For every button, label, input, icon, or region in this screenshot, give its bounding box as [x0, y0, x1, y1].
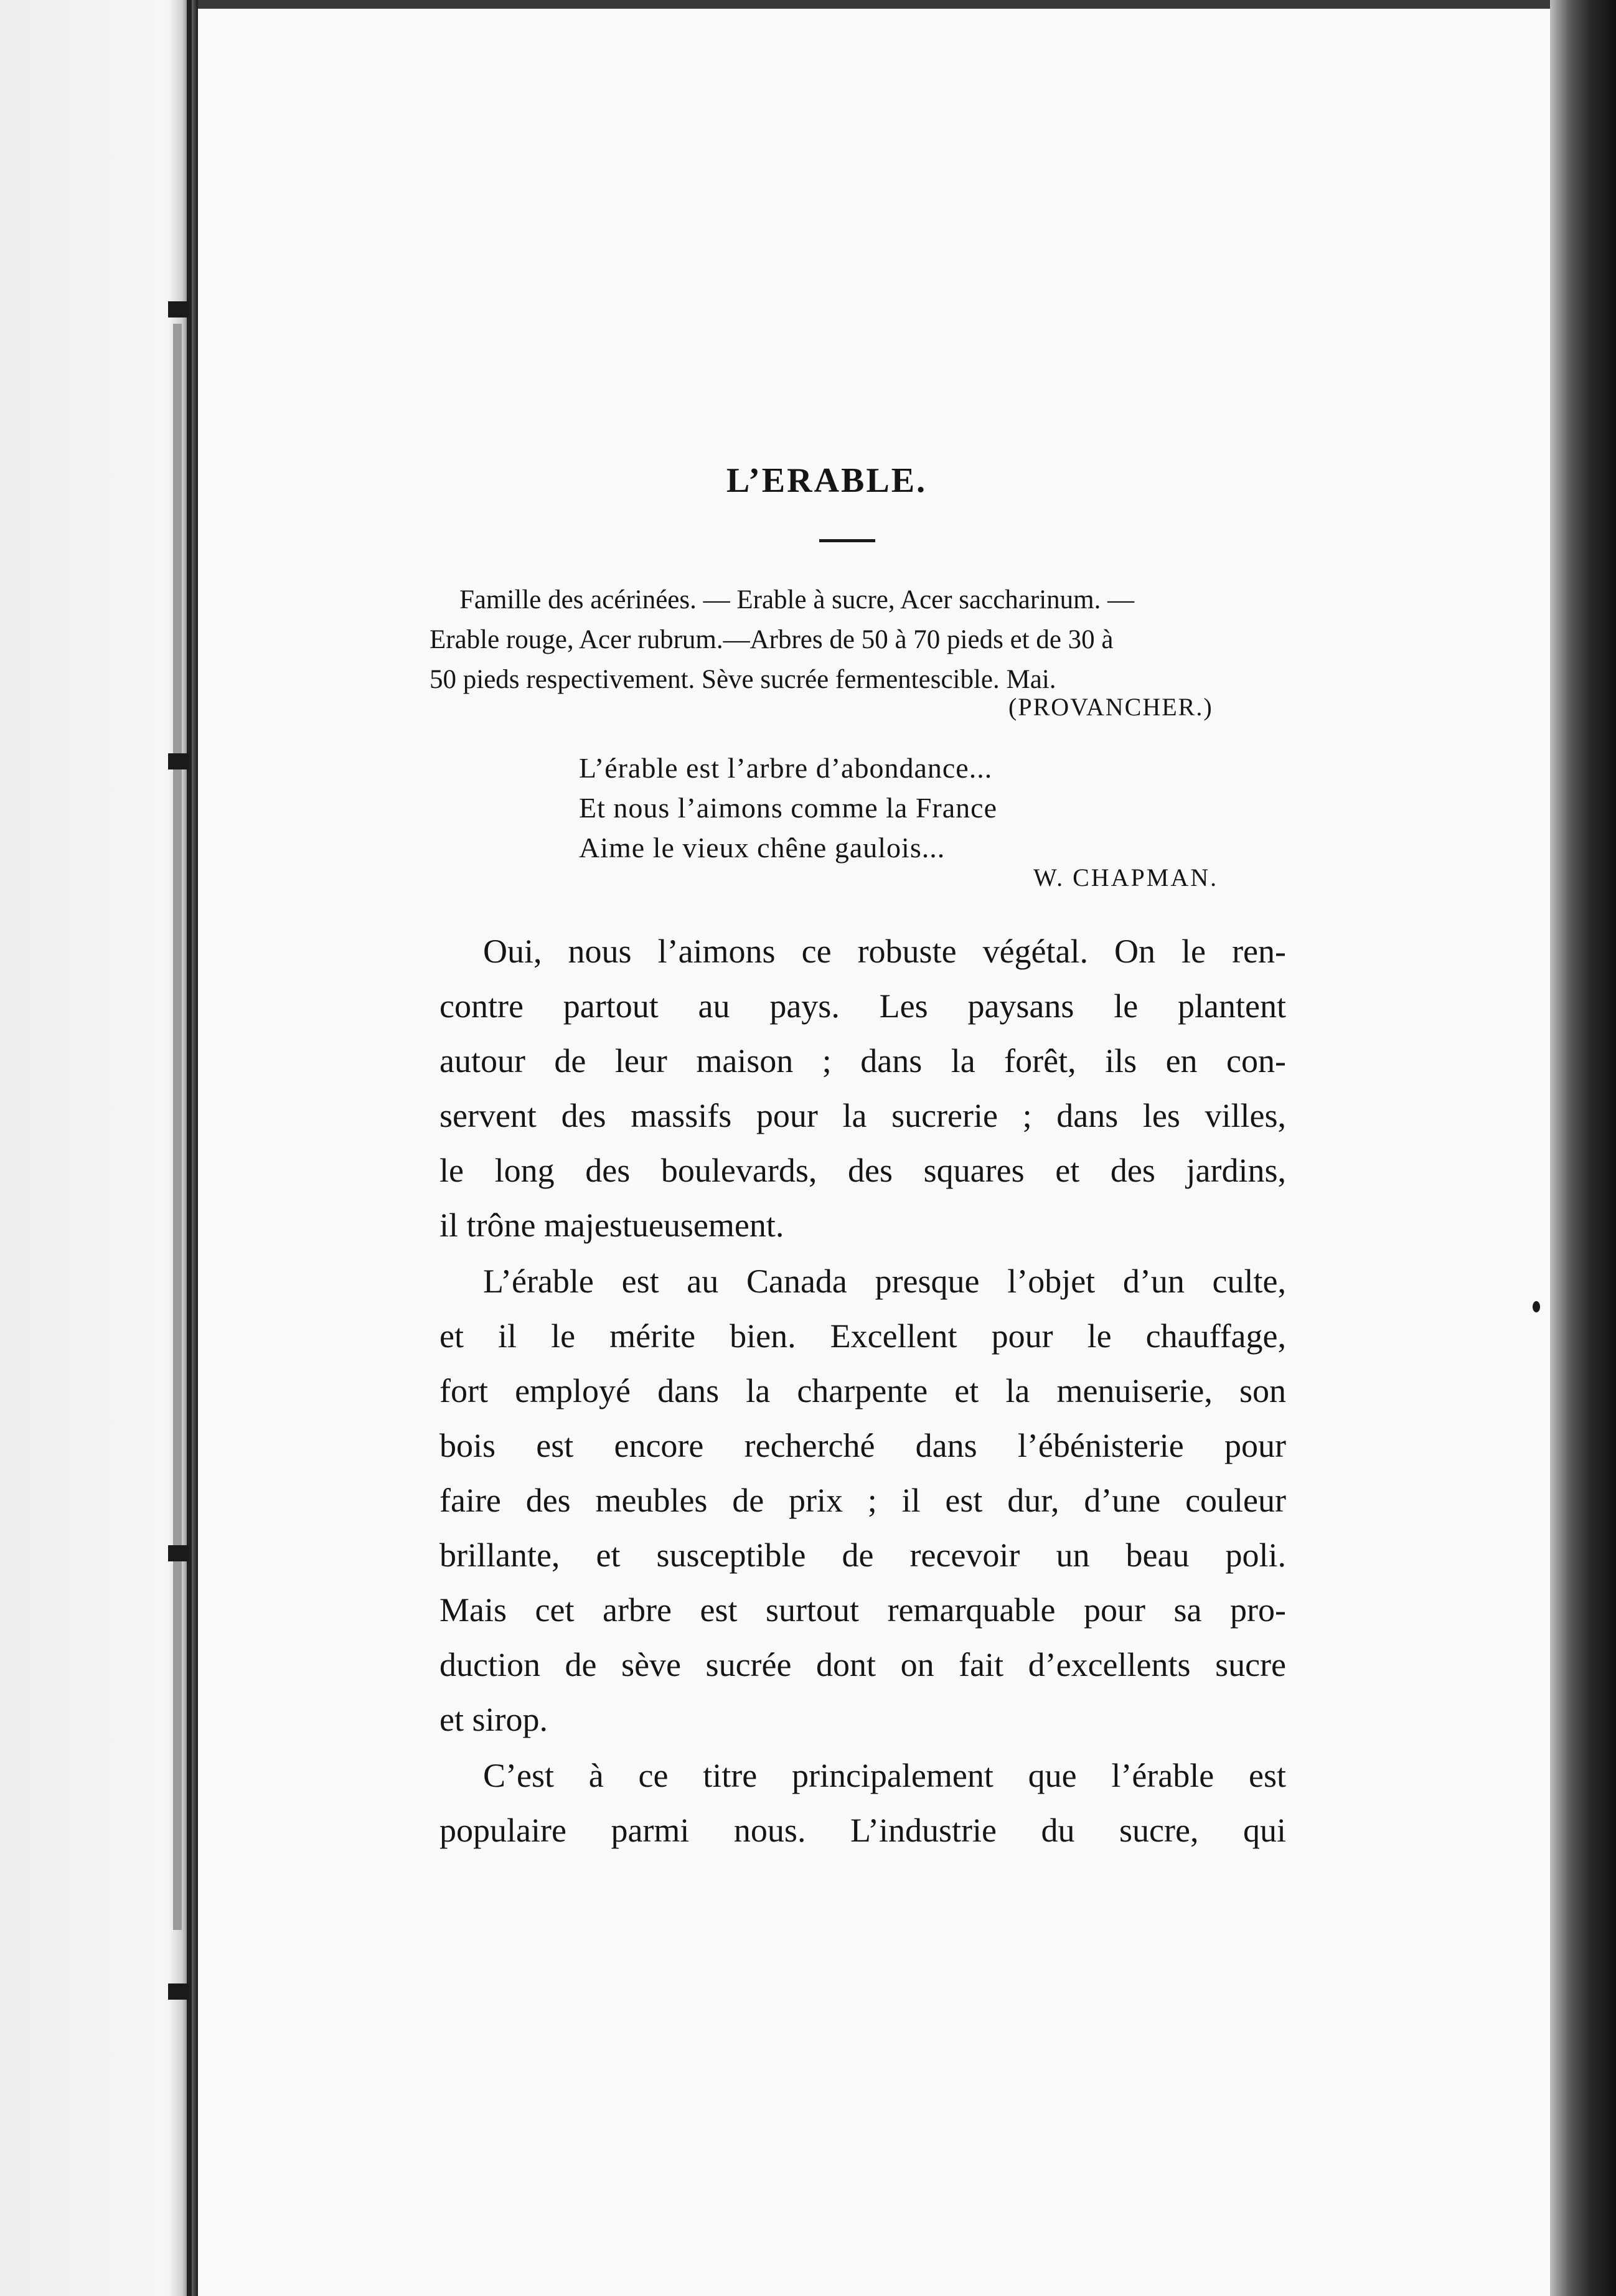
binding-thread-mark [168, 301, 189, 318]
text-line: brillante, et susceptible de recevoir un beau poli. [439, 1536, 1286, 1574]
classification-line: Erable rouge, Acer rubrum.—Arbres de 50 à 70 pieds et de 30 à [430, 625, 1114, 654]
text-line: C’est à ce titre principalement que l’érable est [483, 1757, 1286, 1794]
chapter-title: L’ERABLE. [726, 461, 928, 500]
botanical-classification [430, 580, 1270, 700]
poem-author: W. CHAPMAN. [1033, 863, 1219, 892]
text-line: servent des massifs pour la sucrerie ; dans les villes, [439, 1097, 1286, 1134]
text-line: L’érable est au Canada presque l’objet d’un culte, [483, 1263, 1286, 1300]
page-top-edge [198, 0, 1569, 9]
book-spine-margin [0, 0, 198, 2296]
paragraph [439, 924, 1286, 1253]
binding-thread-mark [168, 1983, 189, 2000]
binding-thread-mark [168, 1545, 189, 1561]
text-line: il trône majestueusement. [439, 1207, 784, 1244]
classification-line: Famille des acérinées. — Erable à sucre, Acer saccharinum. — [459, 585, 1135, 614]
binding-edge [187, 0, 192, 2296]
text-line: duction de sève sucrée dont on fait d’excellents sucre [439, 1646, 1286, 1683]
text-line: fort employé dans la charpente et la menuiserie, son [439, 1372, 1286, 1409]
paragraph [439, 1254, 1286, 1747]
text-line: populaire parmi nous. L’industrie du sucre, qui [439, 1812, 1286, 1849]
text-line: et sirop. [439, 1701, 548, 1738]
poem-line: L’érable est l’arbre d’abondance... [579, 752, 993, 784]
poem-line: Aime le vieux chêne gaulois... [579, 832, 946, 863]
text-line: contre partout au pays. Les paysans le plantent [439, 987, 1286, 1025]
text-line: bois est encore recherché dans l’ébénisterie pour [439, 1427, 1286, 1464]
text-line: faire des meubles de prix ; il est dur, d’une couleur [439, 1482, 1286, 1519]
page-right-edge [1550, 0, 1616, 2296]
text-line: Mais cet arbre est surtout remarquable pour sa pro- [439, 1591, 1286, 1629]
text-line: Oui, nous l’aimons ce robuste végétal. On le ren- [483, 933, 1286, 970]
body-text [439, 924, 1286, 1858]
classification-line: 50 pieds respectivement. Sève sucrée fermentescible. Mai. [430, 665, 1056, 694]
binding-strip [173, 324, 182, 1930]
text-line: autour de leur maison ; dans la forêt, ils en con- [439, 1042, 1286, 1080]
text-line: et il le mérite bien. Excellent pour le chauffage, [439, 1317, 1286, 1355]
classification-source: (PROVANCHER.) [1008, 693, 1213, 721]
text-line: le long des boulevards, des squares et des jardins, [439, 1152, 1286, 1189]
ink-speck [1533, 1301, 1540, 1312]
paragraph [439, 1748, 1286, 1858]
poem-line: Et nous l’aimons comme la France [579, 792, 998, 824]
binding-thread-mark [168, 753, 189, 769]
title-rule [819, 539, 875, 542]
epigraph-poem [579, 748, 997, 868]
